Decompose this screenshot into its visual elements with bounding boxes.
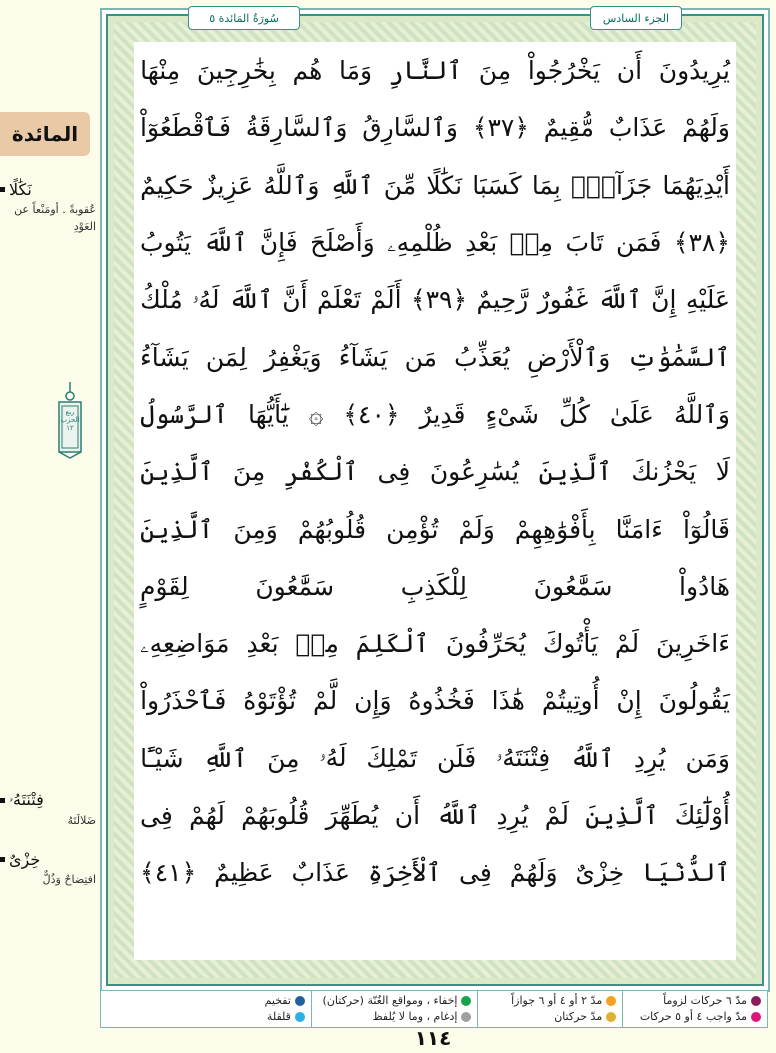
- quran-word: ٱلَّذِينَ: [538, 457, 612, 487]
- quran-word: لَمْ: [544, 801, 569, 830]
- gloss-word: نَكَٰلًا: [9, 180, 32, 199]
- color-dot-icon: [606, 996, 616, 1006]
- quran-word: لَهُۥ: [192, 284, 220, 314]
- quran-word: وَلَمْ: [458, 514, 495, 544]
- legend-item: قلقلة: [107, 1009, 305, 1025]
- quran-word: تَعْلَمْ: [317, 285, 361, 315]
- color-dot-icon: [751, 1012, 761, 1022]
- color-dot-icon: [295, 996, 305, 1006]
- quran-word: عَظِيمٌ: [214, 858, 274, 888]
- quran-word: وَمِنَ: [233, 514, 278, 544]
- quran-word: أُوتِيتُمْ: [541, 686, 600, 716]
- quran-word: يَشَآءُ: [140, 342, 189, 372]
- gloss-word: فِتْنَتَهُۥ: [9, 790, 44, 809]
- quran-word: بِأَفْوَٰهِهِمْ: [514, 514, 596, 544]
- quran-word: مِنۢ: [295, 629, 339, 659]
- quran-word: سَمَّٰعُونَ: [255, 571, 335, 601]
- quran-word: مِنَ: [232, 457, 266, 487]
- color-dot-icon: [461, 996, 471, 1006]
- quran-word: مِنۢ: [509, 228, 554, 258]
- quran-word: ٱللَّهِ: [329, 170, 374, 200]
- text-line: [134, 271, 736, 328]
- legend-item: مدّ حركتان: [484, 1009, 616, 1025]
- text-line: [134, 558, 736, 615]
- text-line: [134, 615, 736, 672]
- quran-word: مِنَ: [267, 743, 300, 773]
- quran-word: يَتُوبُ: [140, 228, 191, 258]
- quran-word: مِنَ: [478, 56, 512, 86]
- page-frame: [100, 8, 770, 992]
- quran-word: رَّحِيمٌ: [476, 285, 529, 315]
- quran-word: بَعْدِ: [465, 228, 498, 258]
- quran-word: ٱلْأَخِرَةِ: [367, 858, 442, 888]
- quran-word: يُحَرِّفُونَ: [445, 629, 527, 659]
- quran-word: فَمَن: [615, 228, 662, 258]
- text-line: [134, 844, 736, 901]
- tajweed-legend: [100, 990, 768, 1028]
- quran-word: أَلَمْ: [370, 285, 402, 315]
- quran-word: مَن: [404, 342, 438, 372]
- color-dot-icon: [606, 1012, 616, 1022]
- surah-name-tab: المائدة: [0, 112, 90, 156]
- quran-word: تَمْلِكَ: [366, 743, 418, 773]
- quran-word: إِنَّ: [651, 285, 677, 315]
- quran-word: وَإِن: [354, 686, 392, 716]
- gloss-meaning: افتِضاحٌ وَذُلٌّ: [42, 873, 96, 886]
- bullet-icon: [0, 187, 5, 192]
- quran-word: لَمْ: [614, 629, 640, 659]
- quran-word: غَفُورٌ: [537, 285, 589, 315]
- quran-word: نَكَٰلًا: [426, 170, 463, 200]
- quran-word: ٱللَّهَ: [597, 285, 642, 315]
- quran-word: ٱلسَّمَٰوَٰتِ: [627, 342, 730, 372]
- ayah-number: ﴿٤١﴾: [140, 858, 197, 888]
- quran-word: خِزْىٌ: [575, 858, 625, 888]
- quran-word: مُّقِيمٌ: [543, 113, 595, 143]
- quran-word: قَالُوٓاْ: [682, 514, 730, 544]
- quran-word: قُلُوبَهُمْ: [241, 801, 310, 830]
- quran-word: ءَاخَرِينَ: [656, 629, 730, 659]
- text-line: [134, 500, 736, 557]
- quran-word: ۞: [308, 399, 324, 429]
- quran-word: ٱلدُّنْيَا: [642, 858, 730, 888]
- quran-word: إِنْ: [616, 686, 642, 716]
- quran-word: مِنْهَا: [140, 56, 181, 86]
- ayah-number: ﴿٣٩﴾: [410, 285, 468, 315]
- quran-word: ٱلَّذِينَ: [585, 801, 659, 830]
- quran-word: عَلَىٰ: [609, 399, 654, 429]
- quran-word: وَٱلْأَرْضِ: [527, 342, 611, 372]
- quran-word: يُسَٰرِعُونَ: [429, 457, 520, 487]
- quran-word: عَذَابٌ: [291, 858, 351, 888]
- quran-word: وَٱللَّهُ: [673, 399, 730, 429]
- quran-word: عَلَيْهِ: [685, 285, 730, 315]
- page-number: ١١٤: [414, 1026, 452, 1050]
- quran-word: فَلَن: [436, 743, 477, 773]
- surah-header: سُورَةُ المَائدة ٥: [188, 6, 300, 30]
- quran-word: هَادُواْ: [679, 571, 730, 601]
- quran-word: وَمَا: [339, 56, 373, 86]
- quran-word: ٱلَّذِينَ: [140, 457, 214, 487]
- quran-word: عَذَابٌ: [608, 113, 668, 143]
- legend-item: تفخيم: [107, 993, 305, 1009]
- quran-word: أَن: [394, 801, 421, 830]
- quran-word: كُلِّ: [559, 399, 590, 429]
- text-line: [134, 386, 736, 443]
- text-line: [134, 42, 736, 99]
- quran-word: ٱللَّهُ: [570, 743, 615, 773]
- quran-word: عَزِيزٌ: [203, 170, 254, 200]
- quran-word: فِى: [459, 858, 492, 888]
- text-line: [134, 328, 736, 385]
- quran-word: جَزَآءًۢ: [571, 170, 653, 200]
- quran-word: يَخْرُجُواْ: [527, 56, 601, 86]
- quran-word: مِّنَ: [383, 170, 417, 200]
- quran-word: فِى: [377, 457, 411, 487]
- legend-item: مدّ واجب ٤ أو ٥ حركات: [629, 1009, 761, 1025]
- text-line: [134, 99, 736, 156]
- quran-word: فَٱقْطَعُوٓاْ: [140, 113, 231, 143]
- hizb-label: ربع الحزب ١٢: [60, 408, 80, 432]
- gloss-meaning: ضَلالَتَهُ: [67, 814, 96, 827]
- quran-word: تُؤْمِن: [386, 514, 439, 544]
- quran-word: لَهُۥ: [319, 743, 347, 773]
- juz-header: الجزء السادس: [590, 6, 682, 30]
- quran-word: مَوَاضِعِهِۦ: [140, 628, 230, 658]
- quran-word: هُم: [292, 56, 323, 86]
- quran-word: أَيْدِيَهُمَا: [662, 170, 730, 200]
- gloss-1: [0, 180, 96, 235]
- quran-word: حَكِيمٌ: [140, 170, 194, 200]
- left-margin: [0, 0, 100, 1053]
- text-line: [134, 730, 736, 787]
- quran-word: ظُلْمِهِۦ: [387, 227, 453, 257]
- quran-word: يَأْتُوكَ: [542, 629, 598, 659]
- gloss-meaning: عُقوبةً . أومَنْعاً عن العَوْدِ: [14, 203, 96, 233]
- legend-item: مدّ ٢ أو ٤ أو ٦ جوازاً: [484, 993, 616, 1009]
- quran-word: بَعْدِ: [246, 629, 279, 659]
- quran-word: ٱلرَّسُولُ: [140, 399, 228, 429]
- color-dot-icon: [461, 1012, 471, 1022]
- quran-word: ٱلْكَلِمَ: [355, 629, 430, 659]
- quran-word: وَٱللَّهُ: [263, 170, 320, 200]
- text-line: [134, 157, 736, 214]
- ayah-number: ﴿٤٠﴾: [343, 399, 400, 429]
- color-dot-icon: [295, 1012, 305, 1022]
- quran-word: كَسَبَا: [472, 170, 522, 200]
- quran-word: وَٱلسَّارِقَةُ: [245, 113, 348, 143]
- quran-word: أُوْلَٰٓئِكَ: [674, 801, 730, 830]
- quran-word: يُعَذِّبُ: [454, 342, 510, 372]
- ayah-number: ﴿٣٧﴾: [472, 113, 529, 143]
- quran-word: يُرِيدُونَ: [658, 56, 730, 86]
- quran-word: ٱللَّهَ: [228, 285, 273, 315]
- quran-word: يُطَهِّرَ: [325, 801, 379, 830]
- quran-word: يَقُولُونَ: [658, 686, 730, 716]
- text-line: [134, 672, 736, 729]
- quran-word: أَن: [616, 56, 643, 86]
- quran-word: يُرِدِ: [633, 743, 666, 773]
- quran-word: وَأَصْلَحَ: [310, 228, 375, 258]
- quran-word: فَخُذُوهُ: [408, 686, 475, 716]
- quran-word: مُلْكُ: [140, 285, 183, 315]
- quran-word: فَإِنَّ: [259, 228, 298, 258]
- quran-word: لِقَوْمٍ: [140, 571, 189, 601]
- quran-word: بِمَا: [531, 170, 561, 200]
- quran-word: قُلُوبُهُمْ: [297, 514, 367, 544]
- quran-word: يَشَآءُ: [338, 342, 388, 372]
- quran-word: لِلْكَذِبِ: [400, 571, 468, 601]
- quran-word: لَا: [715, 457, 730, 487]
- quran-word: ءَامَنَّا: [615, 514, 663, 544]
- bullet-icon: [0, 798, 5, 803]
- quran-word: وَلَهُمْ: [682, 113, 730, 143]
- color-dot-icon: [751, 996, 761, 1006]
- quran-word: يَٰٓأَيُّهَا: [247, 399, 289, 429]
- text-line: [134, 787, 736, 844]
- quran-word: وَٱلسَّارِقُ: [362, 113, 459, 143]
- quran-word: قَدِيرٌ: [419, 399, 466, 429]
- quran-word: فِى: [140, 801, 173, 830]
- gloss-2: [0, 790, 96, 829]
- quran-word: بِخَٰرِجِينَ: [196, 56, 276, 86]
- quran-word: ٱللَّهِ: [203, 743, 248, 773]
- quran-word: يَحْزُنكَ: [631, 457, 697, 487]
- quran-word: شَيْـًٔا: [140, 743, 184, 773]
- text-line: [134, 214, 736, 271]
- quran-word: وَلَهُمْ: [509, 858, 558, 888]
- quran-word: وَيَغْفِرُ: [264, 342, 322, 372]
- quran-word: ٱلَّذِينَ: [140, 514, 214, 544]
- bullet-icon: [0, 857, 5, 862]
- quran-word: تُؤْتَوْهُ: [243, 686, 297, 716]
- text-line: [134, 443, 736, 500]
- quran-word: أَنَّ: [282, 285, 308, 315]
- quran-word: لِمَن: [205, 342, 247, 372]
- ayah-number: ﴿٣٨﴾: [673, 228, 730, 258]
- quran-word: تَابَ: [565, 228, 604, 258]
- quran-word: ٱللَّهَ: [203, 228, 248, 258]
- quran-word: يُرِدِ: [496, 801, 529, 830]
- quran-word: هَٰذَا: [491, 686, 525, 716]
- quran-word: ٱللَّهُ: [436, 801, 481, 830]
- quran-word: فَٱحْذَرُواْ: [140, 686, 227, 716]
- quran-word: لَهُمْ: [189, 801, 225, 830]
- quran-word: ٱلنَّارِ: [388, 56, 463, 86]
- quran-word: ٱلْكُفْرِ: [284, 457, 359, 487]
- legend-item: مدّ ٦ حركات لزوماً: [629, 993, 761, 1009]
- gloss-word: خِزْىٌ: [9, 850, 41, 869]
- quran-text: [134, 42, 736, 960]
- quran-word: فِتْنَتَهُۥ: [496, 743, 551, 773]
- legend-item: إدغام ، وما لا يُلفظ: [318, 1009, 472, 1025]
- quran-word: وَمَن: [685, 743, 730, 773]
- gloss-3: [0, 850, 96, 888]
- quran-word: شَىْءٍ: [485, 399, 539, 429]
- quran-word: لَّمْ: [313, 686, 338, 716]
- quran-word: سَمَّٰعُونَ: [533, 571, 613, 601]
- legend-item: إخفاء ، ومواقع الغُنّة (حركتان): [318, 993, 472, 1009]
